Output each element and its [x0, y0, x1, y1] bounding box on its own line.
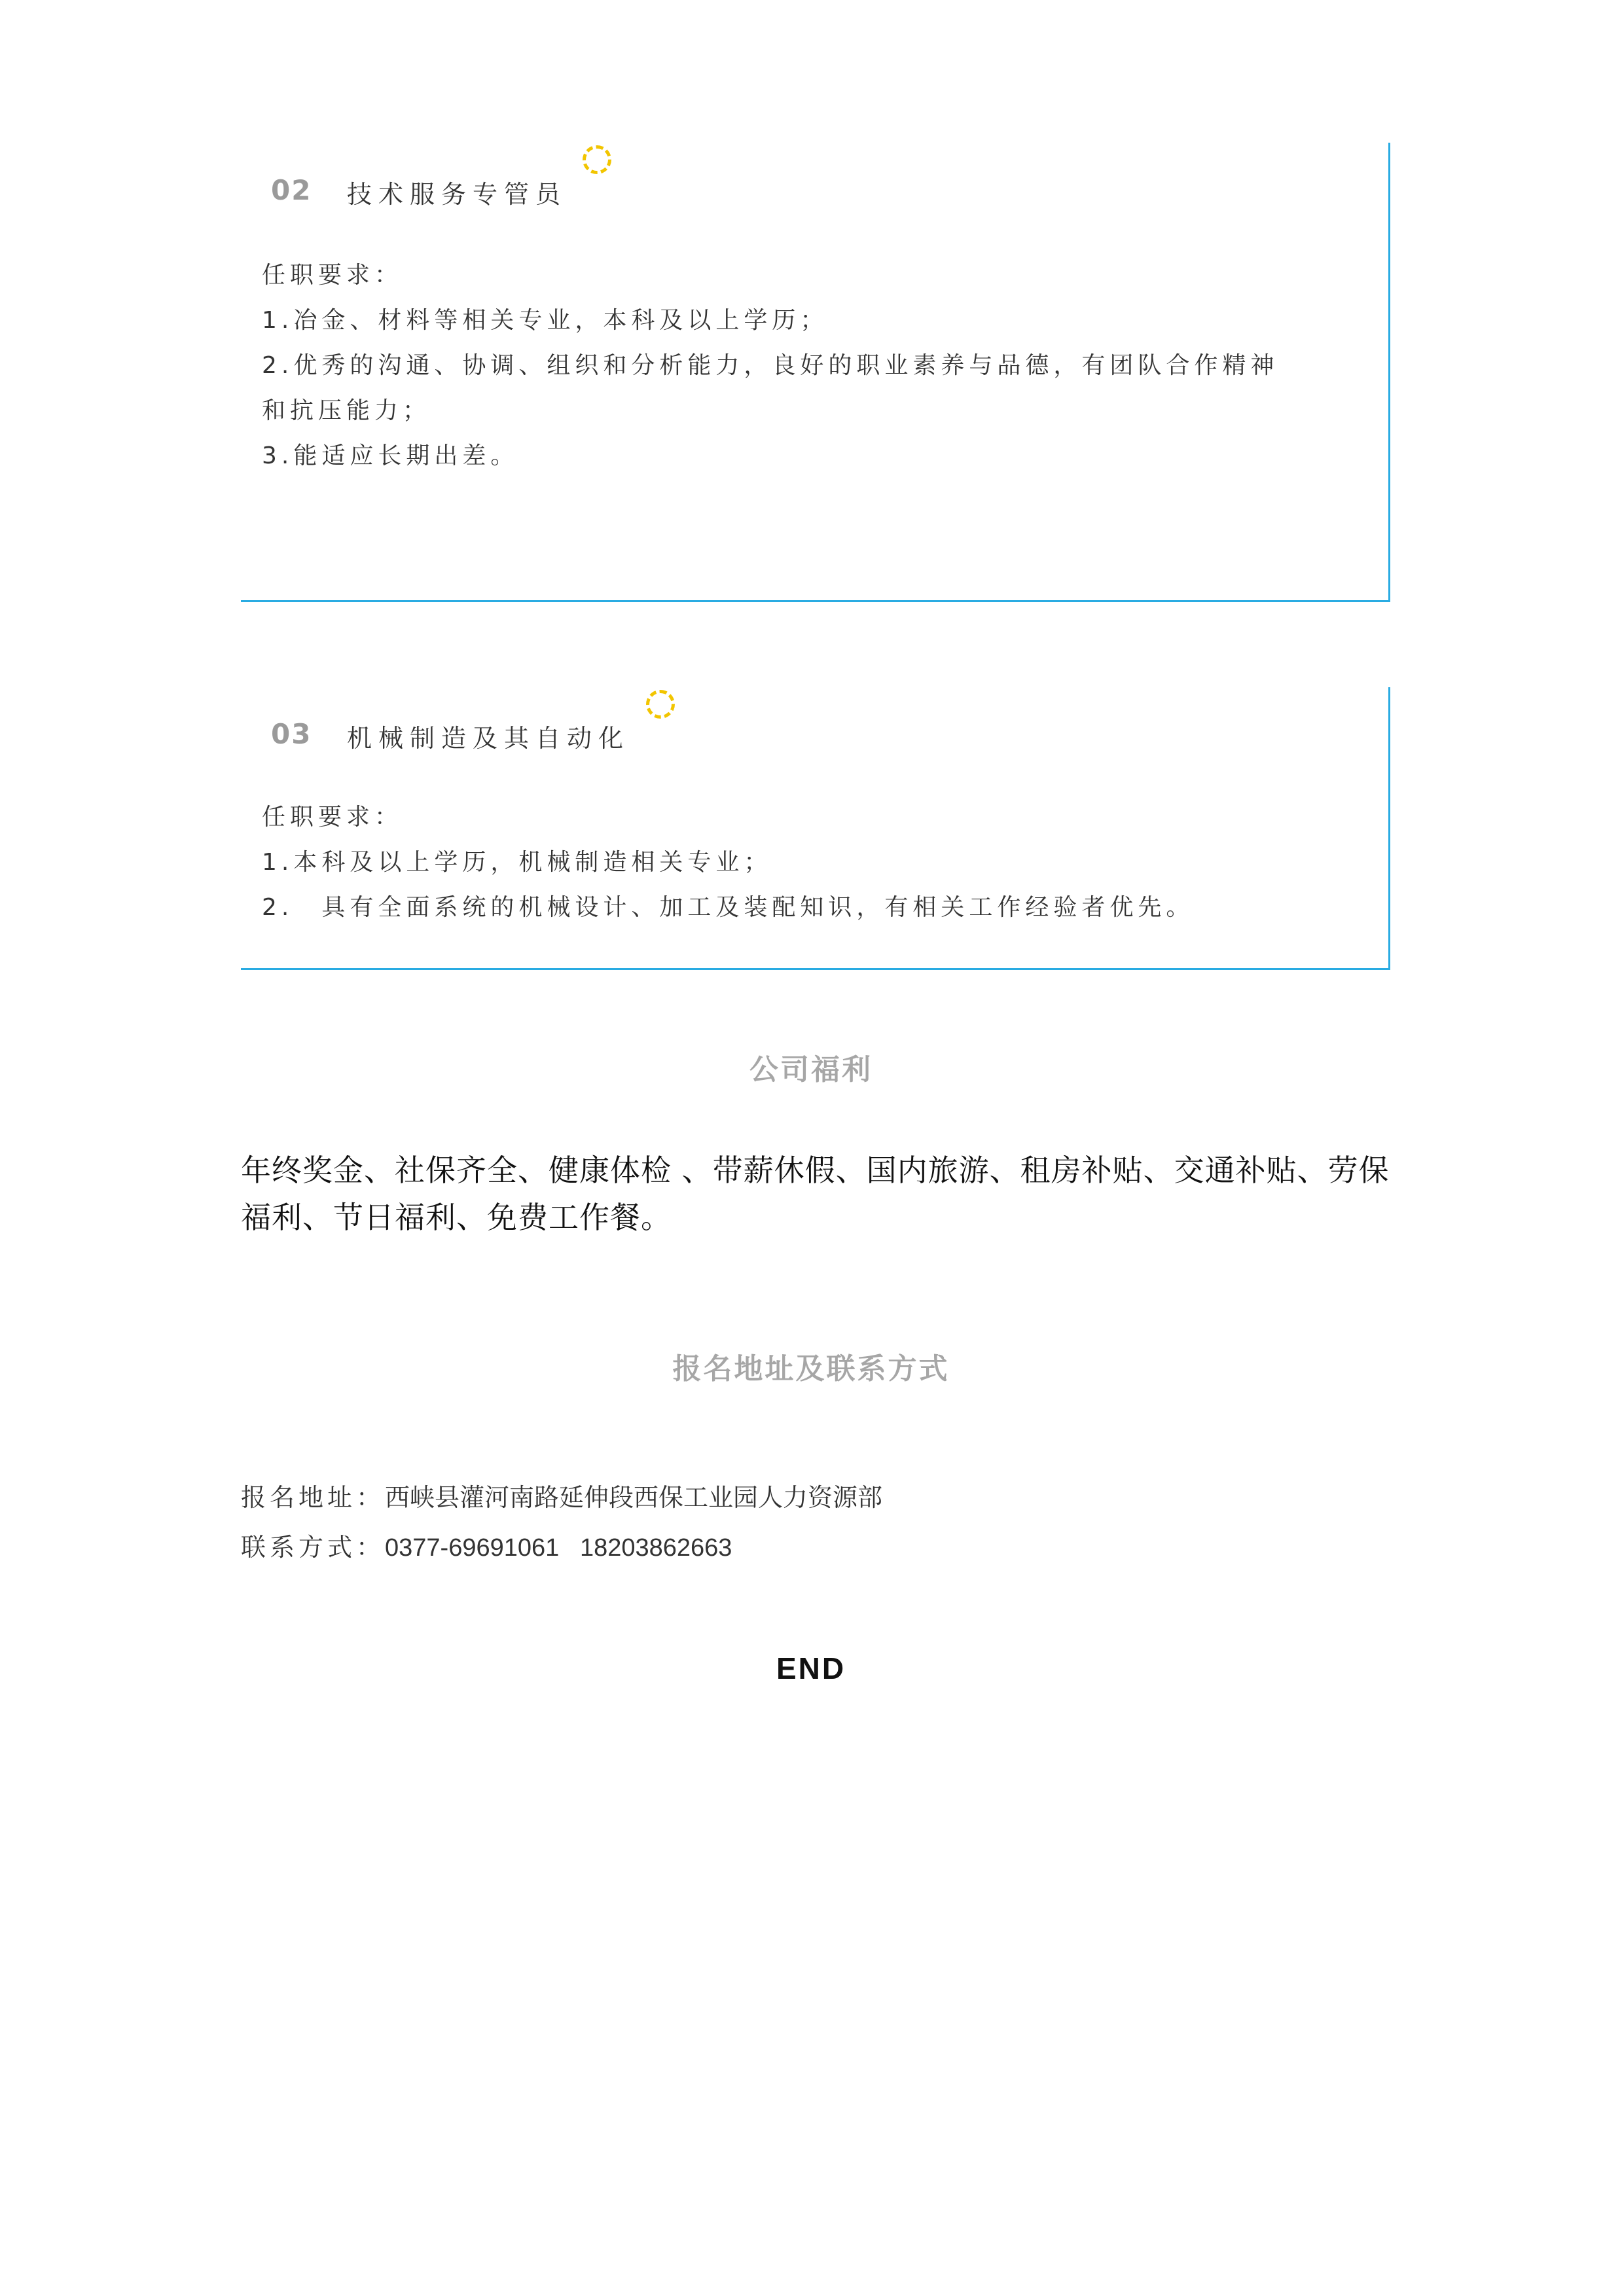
position-number: 02: [271, 174, 312, 206]
address-line: [241, 1473, 1390, 1522]
requirement-line: 2.优秀的沟通、协调、组织和分析能力，良好的职业素养与品德，有团队合作精神: [262, 352, 1279, 379]
position-card-02: [241, 143, 1390, 602]
benefits-text: 年终奖金、社保齐全、健康体检 、带薪休假、国内旅游、租房补贴、交通补贴、劳保福利、节日福利、免费工作餐。: [241, 1153, 1390, 1235]
requirements-list: [262, 795, 1369, 930]
position-card-03: [241, 687, 1390, 970]
position-number: 03: [271, 718, 312, 750]
requirement-line: 任职要求：: [262, 262, 403, 289]
address-value: 西峡县灌河南路延伸段西保工业园人力资源部: [385, 1483, 883, 1512]
address-label: 报名地址：: [241, 1483, 386, 1512]
requirement-line: 1.冶金、材料等相关专业，本科及以上学历；: [262, 307, 829, 334]
contact-heading: 报名地址及联系方式: [672, 1352, 950, 1386]
phone-line: [241, 1522, 1390, 1573]
phone-label: 联系方式：: [241, 1533, 386, 1562]
requirements-list: [262, 253, 1369, 478]
phone-value: 0377-69691061 18203862663: [385, 1534, 732, 1562]
position-title: 机械制造及其自动化: [347, 724, 630, 753]
dashed-circle-icon: [583, 145, 611, 174]
dashed-circle-icon: [646, 690, 675, 719]
requirement-line: 1.本科及以上学历，机械制造相关专业；: [262, 849, 772, 876]
position-title: 技术服务专管员: [347, 180, 568, 209]
requirement-line: 任职要求：: [262, 804, 403, 831]
requirement-line: 和抗压能力；: [262, 397, 431, 424]
contact-block: [241, 1473, 1390, 1573]
end-marker: END: [776, 1651, 846, 1685]
requirement-line: 3.能适应长期出差。: [262, 442, 519, 469]
requirement-line: 2. 具有全面系统的机械设计、加工及装配知识，有相关工作经验者优先。: [262, 894, 1195, 921]
benefits-heading: 公司福利: [749, 1053, 873, 1086]
